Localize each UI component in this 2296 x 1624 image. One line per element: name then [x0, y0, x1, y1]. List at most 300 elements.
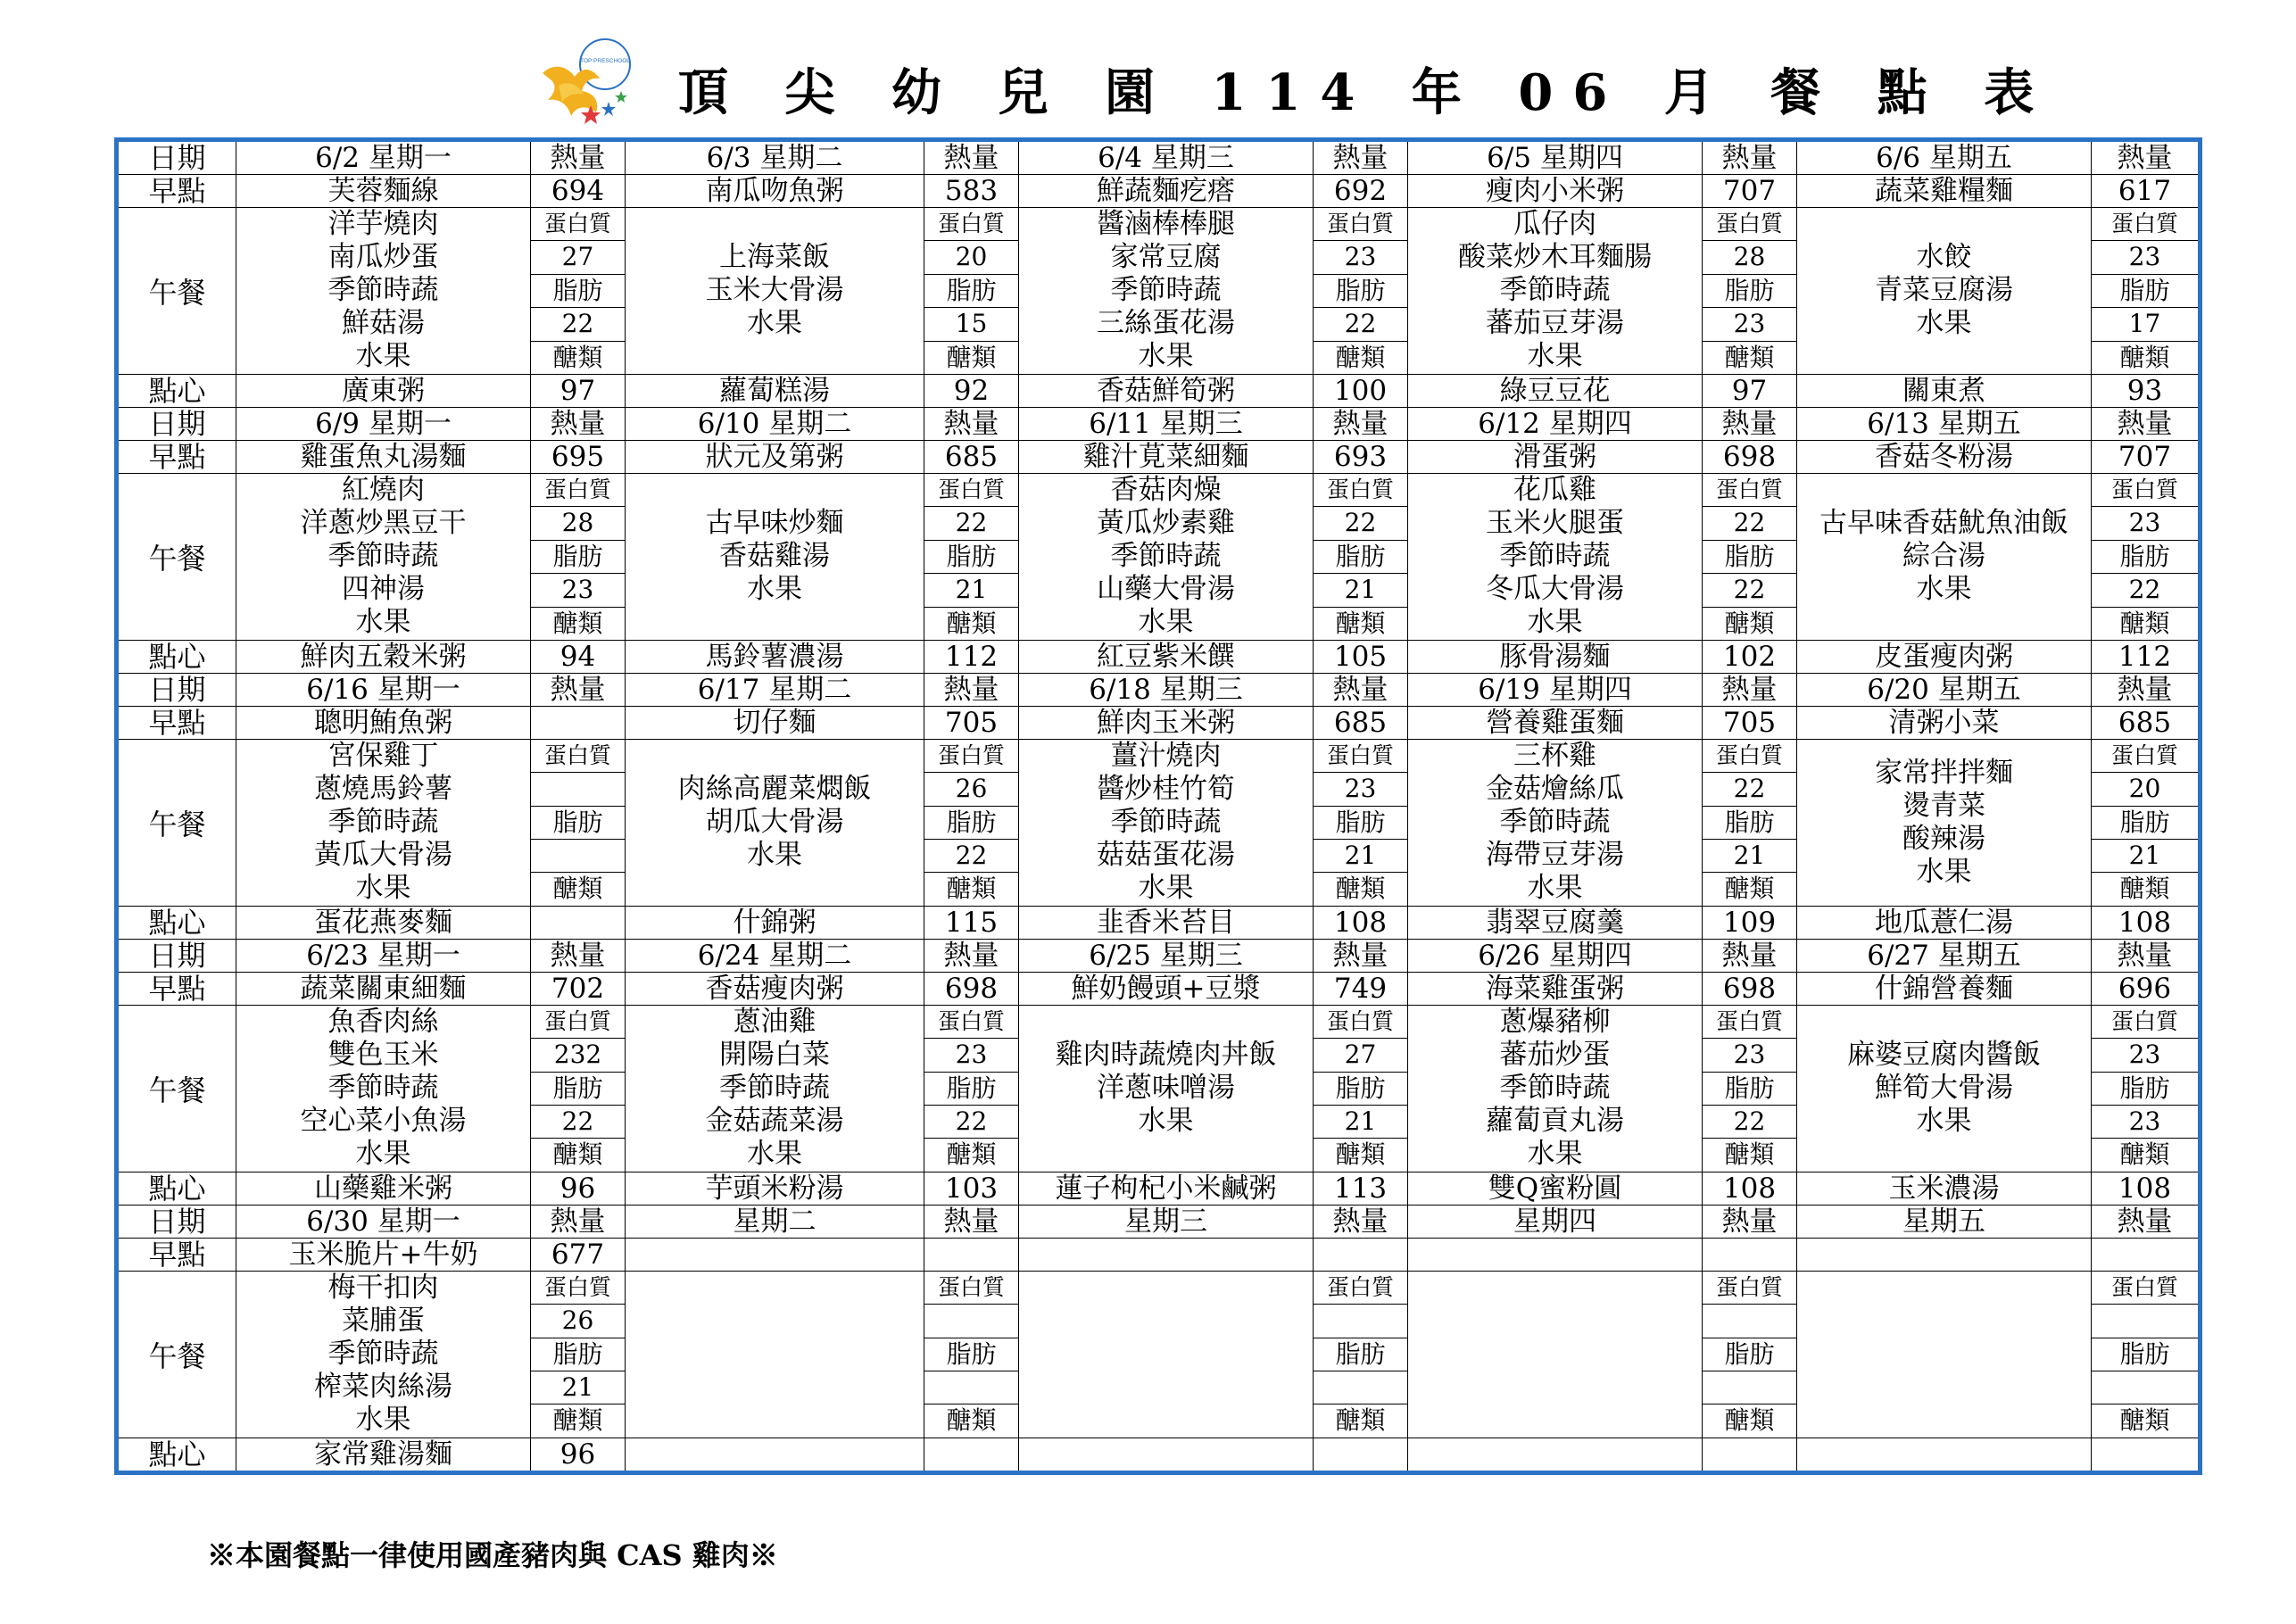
date-cell: 6/3 星期二 — [626, 140, 924, 175]
fat-label: 脂肪 — [1703, 1073, 1796, 1106]
lunch-dishes — [1408, 1271, 1703, 1438]
lunch-item: 古早味炒麵 — [705, 507, 844, 540]
lunch-item: 紅燒肉 — [342, 474, 425, 507]
lunch-dishes — [1408, 208, 1703, 375]
breakfast-row — [117, 706, 2201, 739]
carb-label: 醣類 — [552, 608, 603, 638]
snack-dish: 什錦粥 — [626, 906, 924, 939]
carb-label: 醣類 — [946, 1405, 997, 1436]
snack-dish: 翡翠豆腐羹 — [1408, 906, 1703, 939]
snack-dish: 雙Q蜜粉圓 — [1408, 1172, 1703, 1205]
lunch-item: 菇菇蛋花湯 — [1097, 839, 1235, 872]
breakfast-dish: 玉米脆片+牛奶 — [236, 1238, 531, 1271]
lunch-item: 金菇蔬菜湯 — [705, 1105, 844, 1138]
protein-value: 20 — [2092, 773, 2198, 806]
protein-value: 232 — [531, 1039, 625, 1072]
fat-value — [531, 840, 625, 873]
snack-row — [117, 1172, 2201, 1205]
calorie-label: 熱量 — [531, 1205, 626, 1238]
lunch-item: 胡瓜大骨湯 — [705, 806, 844, 839]
snack-dish — [626, 1438, 924, 1472]
lunch-dishes — [236, 1005, 531, 1172]
lunch-dishes — [236, 208, 531, 375]
fat-label: 脂肪 — [1314, 1073, 1407, 1106]
lunch-dishes — [1019, 208, 1314, 375]
lunch-dishes — [1797, 473, 2092, 640]
breakfast-calorie: 707 — [2092, 440, 2201, 473]
lunch-dishes — [1797, 1005, 2092, 1172]
lunch-item: 綜合湯 — [1902, 540, 1985, 573]
protein-label: 蛋白質 — [1314, 1272, 1407, 1305]
lunch-item: 季節時蔬 — [1499, 1072, 1611, 1105]
breakfast-dish: 清粥小菜 — [1797, 706, 2092, 739]
lunch-item: 菜脯蛋 — [342, 1305, 425, 1338]
date-cell: 6/16 星期一 — [236, 673, 531, 706]
breakfast-calorie: 698 — [1703, 440, 1797, 473]
protein-label: 蛋白質 — [1314, 1006, 1407, 1039]
breakfast-dish: 狀元及第粥 — [626, 440, 924, 473]
breakfast-calorie: 583 — [924, 175, 1019, 208]
snack-calorie: 108 — [1314, 906, 1408, 939]
lunch-item: 黃瓜炒素雞 — [1097, 507, 1235, 540]
breakfast-calorie — [2092, 1238, 2201, 1271]
protein-label: 蛋白質 — [924, 1272, 1018, 1305]
protein-value: 22 — [924, 507, 1018, 540]
date-label: 日期 — [117, 1205, 236, 1238]
breakfast-row — [117, 1238, 2201, 1271]
snack-dish: 山藥雞米粥 — [236, 1172, 531, 1205]
carb-label: 醣類 — [1335, 342, 1386, 372]
lunch-label: 午餐 — [117, 473, 236, 640]
protein-value: 23 — [2092, 507, 2198, 540]
lunch-item: 海帶豆芽湯 — [1486, 839, 1624, 872]
fat-label: 脂肪 — [1703, 541, 1796, 574]
snack-calorie: 97 — [1703, 374, 1797, 407]
breakfast-dish: 營養雞蛋麵 — [1408, 706, 1703, 739]
lunch-item: 季節時蔬 — [1499, 806, 1611, 839]
date-cell: 6/9 星期一 — [236, 407, 531, 440]
date-cell: 6/24 星期二 — [626, 939, 924, 972]
protein-label: 蛋白質 — [2092, 1272, 2198, 1305]
lunch-item: 四神湯 — [342, 573, 425, 606]
lunch-item: 雞肉時蔬燒肉丼飯 — [1055, 1039, 1277, 1072]
lunch-item: 魚香肉絲 — [327, 1006, 439, 1039]
carb-label: 醣類 — [2119, 874, 2170, 904]
snack-calorie: 96 — [531, 1172, 626, 1205]
snack-calorie: 97 — [531, 374, 626, 407]
breakfast-calorie: 698 — [1703, 972, 1797, 1005]
lunch-item: 鮮筍大骨湯 — [1875, 1072, 2013, 1105]
fat-label: 脂肪 — [531, 1338, 625, 1371]
lunch-dishes — [1408, 739, 1703, 906]
carb-label: 醣類 — [552, 1139, 603, 1170]
nutrition-cell — [1314, 739, 1408, 906]
carb-label: 醣類 — [2119, 1405, 2170, 1436]
breakfast-row — [117, 175, 2201, 208]
lunch-item: 水果 — [1527, 1138, 1583, 1171]
lunch-item: 季節時蔬 — [327, 1072, 439, 1105]
date-cell: 6/18 星期三 — [1019, 673, 1314, 706]
fat-value: 22 — [1703, 1106, 1796, 1139]
fat-value: 22 — [531, 1106, 625, 1139]
protein-value: 23 — [924, 1039, 1018, 1072]
protein-value — [924, 1305, 1018, 1338]
protein-value: 26 — [531, 1305, 625, 1338]
protein-value: 26 — [924, 773, 1018, 806]
breakfast-dish: 蔬菜雞糧麵 — [1797, 175, 2092, 208]
snack-row — [117, 906, 2201, 939]
date-cell: 6/4 星期三 — [1019, 140, 1314, 175]
breakfast-calorie — [531, 706, 626, 739]
protein-value: 22 — [1703, 507, 1796, 540]
snack-calorie: 96 — [531, 1438, 626, 1472]
lunch-item: 家常拌拌麵 — [1875, 756, 2013, 789]
breakfast-dish — [626, 1238, 924, 1271]
breakfast-dish: 什錦營養麵 — [1797, 972, 2092, 1005]
breakfast-calorie — [924, 1238, 1019, 1271]
fat-label: 脂肪 — [1703, 275, 1796, 308]
carb-label: 醣類 — [1724, 874, 1775, 904]
lunch-item: 山藥大骨湯 — [1097, 573, 1235, 606]
breakfast-calorie — [1314, 1238, 1408, 1271]
fat-value: 17 — [2092, 308, 2198, 341]
fat-label: 脂肪 — [1703, 1338, 1796, 1371]
protein-label: 蛋白質 — [531, 740, 625, 773]
lunch-item: 麻婆豆腐肉醬飯 — [1847, 1039, 2041, 1072]
lunch-item: 蔥油雞 — [733, 1006, 816, 1039]
nutrition-cell — [2092, 739, 2201, 906]
lunch-item: 季節時蔬 — [1110, 806, 1222, 839]
nutrition-cell — [1314, 208, 1408, 375]
fat-value: 21 — [1703, 840, 1796, 873]
fat-label: 脂肪 — [924, 807, 1018, 840]
calorie-label: 熱量 — [1703, 407, 1797, 440]
carb-label: 醣類 — [946, 1139, 997, 1170]
breakfast-calorie: 617 — [2092, 175, 2201, 208]
fat-value — [1314, 1371, 1407, 1404]
calorie-label: 熱量 — [1314, 939, 1408, 972]
breakfast-calorie: 685 — [2092, 706, 2201, 739]
carb-label: 醣類 — [552, 342, 603, 372]
lunch-item: 家常豆腐 — [1110, 241, 1222, 274]
nutrition-cell — [2092, 1005, 2201, 1172]
lunch-dishes — [1797, 739, 2092, 906]
fat-value: 21 — [1314, 574, 1407, 607]
breakfast-label: 早點 — [117, 440, 236, 473]
fat-value: 22 — [924, 840, 1018, 873]
date-row — [117, 407, 2201, 440]
lunch-item: 玉米火腿蛋 — [1486, 507, 1624, 540]
snack-dish: 蓮子枸杞小米鹹粥 — [1019, 1172, 1314, 1205]
nutrition-cell — [1703, 208, 1797, 375]
lunch-item: 三絲蛋花湯 — [1097, 307, 1235, 340]
calorie-label: 熱量 — [1703, 939, 1797, 972]
calorie-label: 熱量 — [924, 939, 1019, 972]
protein-value: 23 — [2092, 241, 2198, 274]
breakfast-dish: 鮮奶饅頭+豆漿 — [1019, 972, 1314, 1005]
date-row — [117, 673, 2201, 706]
date-cell: 星期三 — [1019, 1205, 1314, 1238]
protein-value: 28 — [1703, 241, 1796, 274]
breakfast-calorie: 698 — [924, 972, 1019, 1005]
lunch-dishes — [1019, 1271, 1314, 1438]
lunch-item: 水果 — [747, 839, 802, 872]
snack-row — [117, 374, 2201, 407]
nutrition-cell — [1703, 1005, 1797, 1172]
protein-label: 蛋白質 — [2092, 1006, 2198, 1039]
date-row — [117, 939, 2201, 972]
snack-calorie: 103 — [924, 1172, 1019, 1205]
lunch-item: 水果 — [355, 1138, 411, 1171]
lunch-item: 洋蔥炒黑豆干 — [300, 507, 467, 540]
protein-label: 蛋白質 — [2092, 740, 2198, 773]
lunch-item: 開陽白菜 — [719, 1039, 830, 1072]
snack-label: 點心 — [117, 1172, 236, 1205]
protein-value: 23 — [1703, 1039, 1796, 1072]
carb-label: 醣類 — [2119, 1139, 2170, 1170]
breakfast-calorie: 677 — [531, 1238, 626, 1271]
lunch-item: 蕃茄炒蛋 — [1499, 1039, 1611, 1072]
lunch-dishes — [626, 473, 924, 640]
fat-label: 脂肪 — [2092, 1073, 2198, 1106]
breakfast-dish: 聰明鮪魚粥 — [236, 706, 531, 739]
protein-label: 蛋白質 — [1314, 208, 1407, 241]
lunch-item: 水果 — [1527, 340, 1583, 373]
breakfast-dish: 蔬菜關東細麵 — [236, 972, 531, 1005]
date-cell: 6/2 星期一 — [236, 140, 531, 175]
nutrition-cell — [1314, 473, 1408, 640]
breakfast-calorie: 707 — [1703, 175, 1797, 208]
protein-label: 蛋白質 — [924, 474, 1018, 507]
breakfast-label: 早點 — [117, 972, 236, 1005]
snack-label: 點心 — [117, 374, 236, 407]
nutrition-cell — [924, 473, 1019, 640]
page-title: 頂 尖 幼 兒 園 114 年 06 月 餐 點 表 — [678, 63, 2054, 122]
protein-label: 蛋白質 — [1703, 474, 1796, 507]
fat-value — [1703, 1371, 1796, 1404]
lunch-item: 季節時蔬 — [327, 1338, 439, 1371]
lunch-item: 醬炒桂竹筍 — [1097, 773, 1235, 806]
breakfast-calorie: 696 — [2092, 972, 2201, 1005]
lunch-item: 古早味香菇魷魚油飯 — [1819, 507, 2068, 540]
breakfast-dish: 芙蓉麵線 — [236, 175, 531, 208]
snack-calorie: 93 — [2092, 374, 2201, 407]
fat-label: 脂肪 — [2092, 1338, 2198, 1371]
carb-label: 醣類 — [1724, 608, 1775, 638]
lunch-item: 季節時蔬 — [1499, 540, 1611, 573]
carb-label: 醣類 — [552, 874, 603, 904]
fat-value: 23 — [1703, 308, 1796, 341]
lunch-item: 水果 — [747, 573, 802, 606]
date-row — [117, 140, 2201, 175]
fat-label: 脂肪 — [1314, 807, 1407, 840]
protein-label: 蛋白質 — [924, 1006, 1018, 1039]
snack-dish: 綠豆豆花 — [1408, 374, 1703, 407]
breakfast-calorie: 693 — [1314, 440, 1408, 473]
nutrition-cell — [531, 1005, 626, 1172]
carb-label: 醣類 — [1335, 608, 1386, 638]
lunch-item: 肉絲高麗菜燜飯 — [677, 773, 872, 806]
calorie-label: 熱量 — [1314, 673, 1408, 706]
fat-label: 脂肪 — [531, 807, 625, 840]
lunch-item: 水果 — [1138, 606, 1194, 639]
calorie-label: 熱量 — [1314, 140, 1408, 175]
lunch-item: 冬瓜大骨湯 — [1486, 573, 1624, 606]
breakfast-calorie: 685 — [1314, 706, 1408, 739]
snack-dish — [1408, 1438, 1703, 1472]
lunch-item: 季節時蔬 — [1110, 540, 1222, 573]
lunch-item: 水果 — [1138, 872, 1194, 905]
date-cell: 6/17 星期二 — [626, 673, 924, 706]
nutrition-cell — [2092, 1271, 2201, 1438]
lunch-item: 蔥燒馬鈴薯 — [314, 773, 452, 806]
breakfast-label: 早點 — [117, 175, 236, 208]
protein-value — [2092, 1305, 2198, 1338]
protein-label: 蛋白質 — [531, 208, 625, 241]
fat-label: 脂肪 — [2092, 807, 2198, 840]
snack-row — [117, 1438, 2201, 1472]
calorie-label: 熱量 — [2092, 1205, 2201, 1238]
snack-dish: 鮮肉五穀米粥 — [236, 640, 531, 673]
protein-label: 蛋白質 — [1703, 1272, 1796, 1305]
protein-label: 蛋白質 — [531, 1272, 625, 1305]
lunch-dishes — [626, 1271, 924, 1438]
snack-calorie: 109 — [1703, 906, 1797, 939]
lunch-item: 空心菜小魚湯 — [300, 1105, 467, 1138]
lunch-item: 水果 — [1916, 1105, 1972, 1138]
carb-label: 醣類 — [946, 342, 997, 372]
fat-value: 23 — [2092, 1106, 2198, 1139]
lunch-dishes — [236, 1271, 531, 1438]
breakfast-dish: 瘦肉小米粥 — [1408, 175, 1703, 208]
snack-calorie: 108 — [2092, 1172, 2201, 1205]
lunch-item: 洋蔥味噌湯 — [1097, 1072, 1235, 1105]
breakfast-calorie: 695 — [531, 440, 626, 473]
protein-value: 28 — [531, 507, 625, 540]
lunch-label: 午餐 — [117, 1005, 236, 1172]
lunch-item: 季節時蔬 — [327, 806, 439, 839]
fat-label: 脂肪 — [531, 541, 625, 574]
fat-label: 脂肪 — [924, 1073, 1018, 1106]
carb-label: 醣類 — [1724, 342, 1775, 372]
date-label: 日期 — [117, 673, 236, 706]
protein-label: 蛋白質 — [531, 474, 625, 507]
snack-dish: 紅豆紫米饌 — [1019, 640, 1314, 673]
date-row — [117, 1205, 2201, 1238]
nutrition-cell — [531, 473, 626, 640]
carb-label: 醣類 — [2119, 342, 2170, 372]
snack-dish: 韭香米苔目 — [1019, 906, 1314, 939]
lunch-item: 季節時蔬 — [1110, 274, 1222, 307]
lunch-item: 鮮菇湯 — [342, 307, 425, 340]
date-cell: 6/10 星期二 — [626, 407, 924, 440]
fat-value: 22 — [1314, 308, 1407, 341]
date-label: 日期 — [117, 140, 236, 175]
breakfast-calorie: 685 — [924, 440, 1019, 473]
snack-calorie: 105 — [1314, 640, 1408, 673]
calorie-label: 熱量 — [1703, 140, 1797, 175]
menu-table — [114, 137, 2202, 1475]
breakfast-row — [117, 440, 2201, 473]
fat-label: 脂肪 — [2092, 275, 2198, 308]
lunch-row — [117, 473, 2201, 640]
protein-value: 23 — [1314, 241, 1407, 274]
fat-label: 脂肪 — [1703, 807, 1796, 840]
protein-value — [531, 773, 625, 806]
lunch-item: 醬滷棒棒腿 — [1097, 208, 1235, 241]
lunch-row — [117, 1005, 2201, 1172]
snack-calorie: 94 — [531, 640, 626, 673]
protein-label: 蛋白質 — [924, 208, 1018, 241]
snack-calorie: 92 — [924, 374, 1019, 407]
calorie-label: 熱量 — [531, 939, 626, 972]
lunch-item: 季節時蔬 — [1499, 274, 1611, 307]
breakfast-row — [117, 972, 2201, 1005]
calorie-label: 熱量 — [531, 407, 626, 440]
lunch-dishes — [236, 473, 531, 640]
breakfast-calorie — [1703, 1238, 1797, 1271]
date-cell: 6/11 星期三 — [1019, 407, 1314, 440]
protein-value: 23 — [1314, 773, 1407, 806]
breakfast-dish: 香菇瘦肉粥 — [626, 972, 924, 1005]
calorie-label: 熱量 — [531, 140, 626, 175]
carb-label: 醣類 — [1724, 1405, 1775, 1436]
breakfast-dish: 香菇冬粉湯 — [1797, 440, 2092, 473]
snack-label: 點心 — [117, 906, 236, 939]
breakfast-calorie: 705 — [924, 706, 1019, 739]
snack-label: 點心 — [117, 1438, 236, 1472]
snack-calorie: 100 — [1314, 374, 1408, 407]
breakfast-dish: 滑蛋粥 — [1408, 440, 1703, 473]
carb-label: 醣類 — [2119, 608, 2170, 638]
lunch-dishes — [1019, 1005, 1314, 1172]
calorie-label: 熱量 — [924, 407, 1019, 440]
lunch-item: 水果 — [1527, 872, 1583, 905]
protein-value: 20 — [924, 241, 1018, 274]
lunch-item: 水果 — [1916, 855, 1972, 888]
lunch-item: 水果 — [355, 340, 411, 373]
calorie-label: 熱量 — [2092, 140, 2201, 175]
fat-value: 15 — [924, 308, 1018, 341]
protein-label: 蛋白質 — [1314, 740, 1407, 773]
lunch-item: 三杯雞 — [1513, 740, 1596, 773]
date-cell: 6/30 星期一 — [236, 1205, 531, 1238]
lunch-item: 南瓜炒蛋 — [327, 241, 439, 274]
lunch-item: 蔥爆豬柳 — [1499, 1006, 1611, 1039]
snack-dish: 地瓜薏仁湯 — [1797, 906, 2092, 939]
date-cell: 6/13 星期五 — [1797, 407, 2092, 440]
fat-label: 脂肪 — [924, 541, 1018, 574]
calorie-label: 熱量 — [2092, 939, 2201, 972]
lunch-dishes — [1019, 473, 1314, 640]
fat-value: 21 — [1314, 1106, 1407, 1139]
fat-value — [2092, 1371, 2198, 1404]
snack-row — [117, 640, 2201, 673]
date-cell: 6/6 星期五 — [1797, 140, 2092, 175]
fat-value: 21 — [531, 1371, 625, 1404]
breakfast-calorie: 702 — [531, 972, 626, 1005]
lunch-item: 香菇雞湯 — [719, 540, 830, 573]
lunch-item: 玉米大骨湯 — [705, 274, 844, 307]
date-cell: 6/5 星期四 — [1408, 140, 1703, 175]
protein-value: 27 — [1314, 1039, 1407, 1072]
protein-label: 蛋白質 — [2092, 208, 2198, 241]
fat-label: 脂肪 — [924, 275, 1018, 308]
snack-calorie: 115 — [924, 906, 1019, 939]
lunch-item: 宮保雞丁 — [327, 740, 439, 773]
snack-dish: 蘿蔔糕湯 — [626, 374, 924, 407]
breakfast-dish: 南瓜吻魚粥 — [626, 175, 924, 208]
